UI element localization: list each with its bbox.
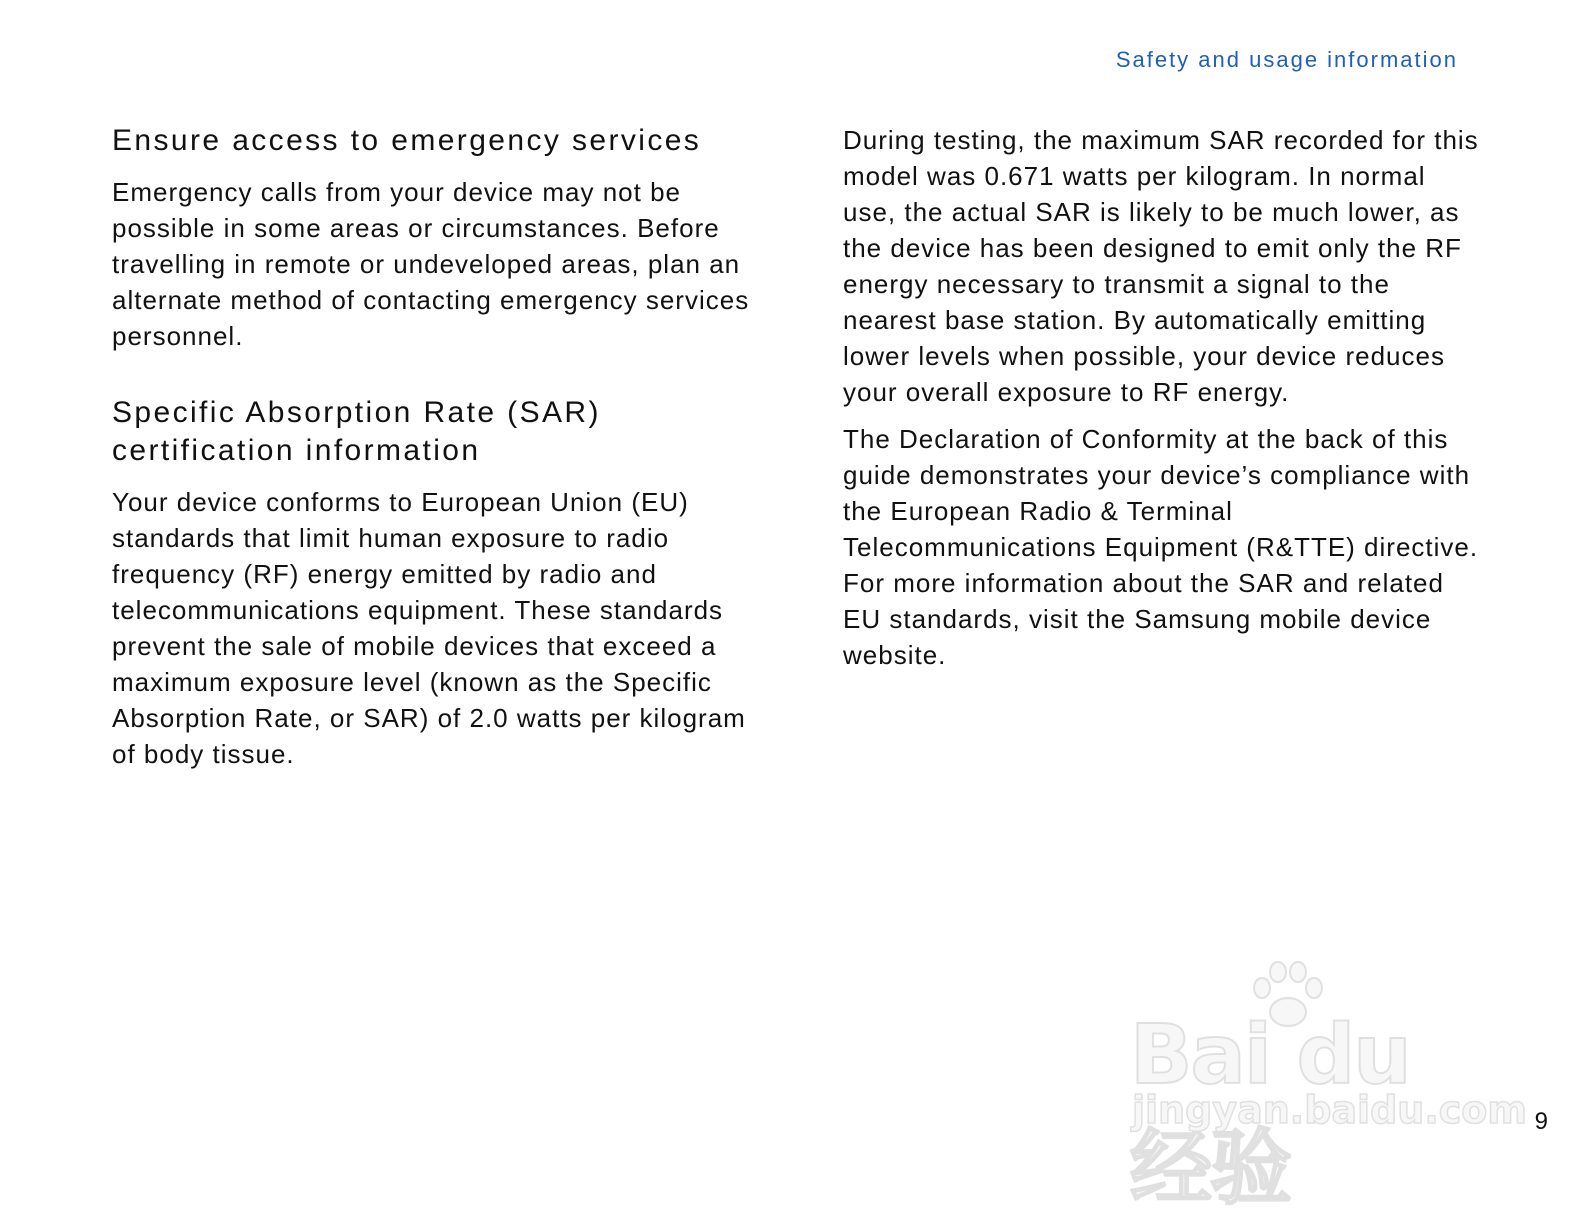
- right-column: [843, 122, 1483, 673]
- left-column: [112, 122, 772, 772]
- sar-paragraph-3: The Declaration of Conformity at the back of this guide demonstrates your device’s compliance with the European Radio & Terminal Telecommunications Equipment (R&TTE) directive. For more information about the SAR and related EU standards, visit the Samsung mobile device website.: [843, 424, 1479, 670]
- watermark-url: jingyan.baidu.com: [1132, 1088, 1527, 1132]
- baidu-watermark: [1130, 960, 1527, 1216]
- sar-paragraph-2: During testing, the maximum SAR recorded for this model was 0.671 watts per kilogram. In normal use, the actual SAR is likely to be much lower, as the device has been designed to emit only the RF energy necessary to transmit a signal to the nearest base station. By automatically emitting lower levels when possible, your device reduces your overall exposure to RF energy.: [843, 125, 1479, 407]
- watermark-brand: Bai du 经验: [1130, 1008, 1410, 1216]
- emergency-section: [112, 122, 772, 354]
- sar-heading: Specific Absorption Rate (SAR) certification information: [112, 396, 601, 467]
- emergency-heading: Ensure access to emergency services: [112, 124, 702, 157]
- page-number: 9: [1534, 1108, 1548, 1135]
- emergency-paragraph: Emergency calls from your device may not be possible in some areas or circumstances. Before travelling in remote or undeveloped areas, plan an alternate method of contacting emergency services personnel.: [112, 177, 750, 351]
- sar-section: [112, 394, 772, 772]
- running-header: Safety and usage information: [1115, 47, 1458, 72]
- sar-paragraph-1: Your device conforms to European Union (EU) standards that limit human exposure to radio frequency (RF) energy emitted by radio and telecommunications equipment. These standards prevent the sale of mobile devices that exceed a maximum exposure level (known as the Specific Absorption Rate, or SAR) of 2.0 watts per kilogram of body tissue.: [112, 487, 746, 769]
